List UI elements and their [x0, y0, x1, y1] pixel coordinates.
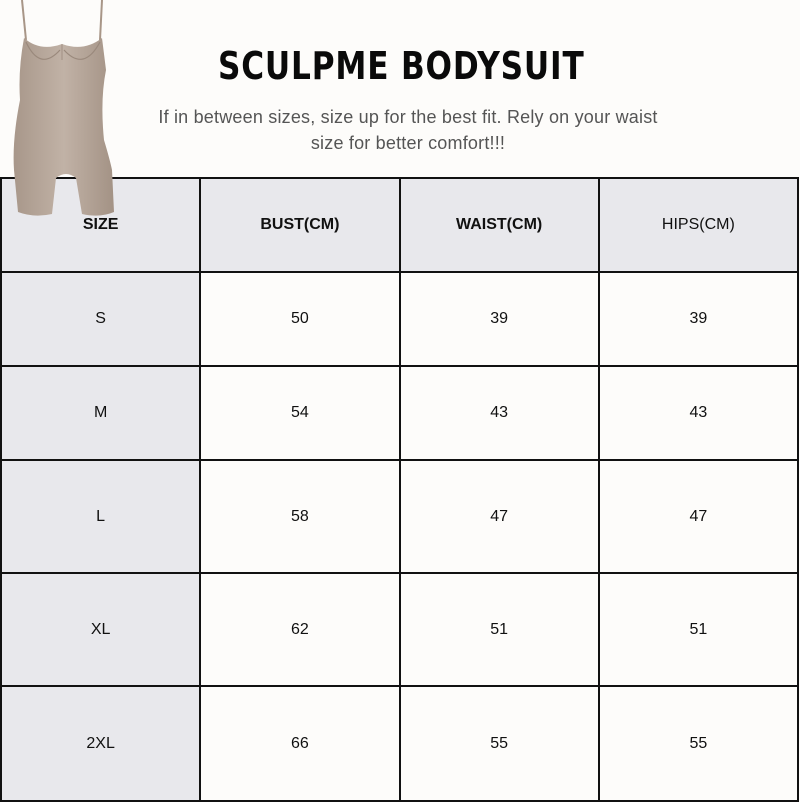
header-hips: HIPS(CM)	[599, 178, 798, 272]
size-cell: 2XL	[1, 686, 200, 801]
bust-cell: 58	[200, 460, 399, 573]
hips-cell: 55	[599, 686, 798, 801]
hips-cell: 47	[599, 460, 798, 573]
header-size: SIZE	[1, 178, 200, 272]
table-row	[1, 366, 798, 460]
size-cell: M	[1, 366, 200, 460]
waist-cell: 47	[400, 460, 599, 573]
table-row	[1, 686, 798, 801]
bust-cell: 66	[200, 686, 399, 801]
size-chart-table	[0, 177, 799, 802]
size-cell: L	[1, 460, 200, 573]
waist-cell: 51	[400, 573, 599, 686]
table-row	[1, 573, 798, 686]
size-cell: S	[1, 272, 200, 366]
size-cell: XL	[1, 573, 200, 686]
bust-cell: 54	[200, 366, 399, 460]
header-bust: BUST(CM)	[200, 178, 399, 272]
header-waist: WAIST(CM)	[400, 178, 599, 272]
waist-cell: 39	[400, 272, 599, 366]
waist-cell: 55	[400, 686, 599, 801]
table-row	[1, 272, 798, 366]
page-title: SCULPME BODYSUIT	[217, 44, 585, 88]
bust-cell: 62	[200, 573, 399, 686]
hips-cell: 39	[599, 272, 798, 366]
bust-cell: 50	[200, 272, 399, 366]
hips-cell: 43	[599, 366, 798, 460]
waist-cell: 43	[400, 366, 599, 460]
table-row	[1, 460, 798, 573]
hips-cell: 51	[599, 573, 798, 686]
fit-note: If in between sizes, size up for the best fit. Rely on your waist size for better comfort!!!	[158, 107, 658, 153]
bodysuit-product-image	[0, 0, 130, 220]
